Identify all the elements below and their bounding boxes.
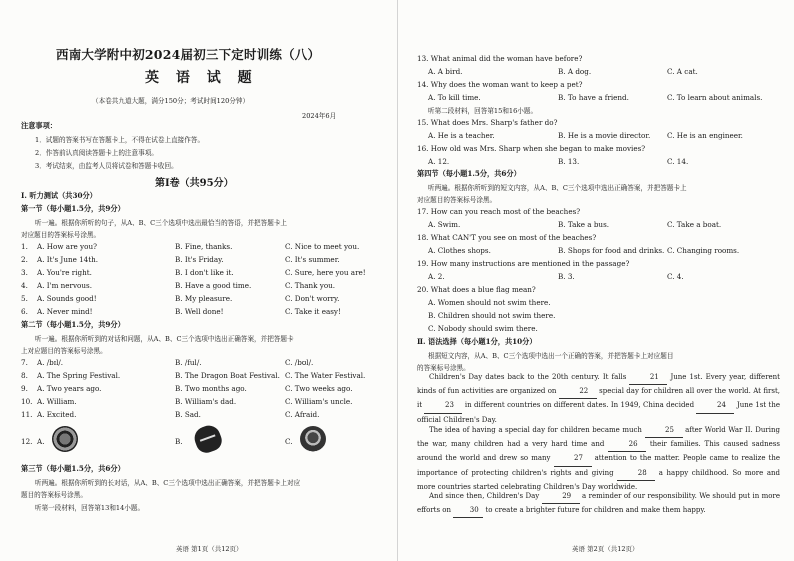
- option-b: B. 13.: [558, 157, 580, 166]
- blank-26: 26: [608, 438, 646, 452]
- option-c: C. It's summer.: [285, 255, 340, 264]
- option-b: B. William's dad.: [175, 397, 237, 406]
- option-b: B. Well done!: [175, 307, 224, 316]
- blank-21: 21: [629, 371, 667, 385]
- option-b: B. /ful/.: [175, 358, 202, 367]
- option-b: B. The Dragon Boat Festival.: [175, 371, 280, 380]
- sec3-instruction-cont: 题目的答案标号涂黑。: [21, 491, 87, 499]
- sec2-instruction: 听一遍。根据你所听到的对话和问题，从A、B、C三个选项中选出正确答案，并把答题卡: [35, 335, 294, 343]
- option-c: C. To learn about animals.: [667, 93, 763, 102]
- sec4-instruction: 听两遍。根据你所听到的短文内容，从A、B、C三个选项中选出正确答案，并把答题卡上: [428, 184, 687, 192]
- option-b: B. My pleasure.: [175, 294, 233, 303]
- blank-29: 29: [542, 490, 580, 504]
- option-a: A. Excited.: [37, 410, 77, 419]
- blank-30: 30: [453, 504, 483, 518]
- option-b: B. Have a good time.: [175, 281, 252, 290]
- option-a: A. The Spring Festival.: [37, 371, 121, 380]
- option-b: B. Two months ago.: [175, 384, 247, 393]
- option-b: B. To have a friend.: [558, 93, 629, 102]
- option-a: A. Two years ago.: [37, 384, 102, 393]
- page-footer: 英语 第1页（共12页）: [176, 545, 243, 553]
- option-a: A. /bɪl/.: [37, 358, 64, 367]
- option-a: A. It's June 14th.: [37, 255, 99, 264]
- option-b: B. Sad.: [175, 410, 201, 419]
- option-c: C. The Water Festival.: [285, 371, 366, 380]
- option-b-label: B.: [175, 437, 183, 446]
- option-c: C. A cat.: [667, 67, 698, 76]
- hotpot-bowl-image: [300, 426, 326, 452]
- sec4-heading: 第四节（每小题1.5分，共6分）: [417, 169, 521, 178]
- part2-instruction: 根据短文内容，从A、B、C三个选项中选出一个正确的答案，并把答题卡上对应题目: [428, 352, 674, 360]
- note-2: 2．作答前认真阅读答题卡上的注意事项。: [35, 149, 158, 157]
- option-b: B. He is a movie director.: [558, 131, 651, 140]
- sec2-heading: 第二节（每小题1.5分，共9分）: [21, 320, 125, 329]
- school-title: 西南大学附中初2024届初三下定时训练（八）: [56, 47, 321, 62]
- option-c: C. Nobody should swim there.: [428, 324, 538, 333]
- exam-info: （本卷共九道大题，满分150分；考试时间120分钟）: [92, 97, 250, 105]
- option-b: B. Shops for food and drinks.: [558, 246, 665, 255]
- sec4-instruction-cont: 对应题目的答案标号涂黑。: [417, 196, 497, 204]
- part2-instruction-cont: 的答案标号涂黑。: [417, 364, 470, 372]
- zongzi-image: [191, 422, 224, 455]
- sec3-heading: 第三节（每小题1.5分，共6分）: [21, 464, 125, 473]
- option-a-label: A.: [37, 437, 45, 446]
- option-a: A. To kill time.: [428, 93, 481, 102]
- note-3: 3．考试结束，由监考人员将试卷和答题卡收回。: [35, 162, 178, 170]
- option-a: A. Never mind!: [37, 307, 93, 316]
- option-a: A. William.: [37, 397, 77, 406]
- option-a: A. 12.: [428, 157, 450, 166]
- blank-25: 25: [645, 424, 683, 438]
- sec1-instruction: 听一遍。根据你所听的句子，从A、B、C三个选项中选出最恰当的答语，并把答题卡上: [35, 219, 288, 227]
- option-c: C. 4.: [667, 272, 684, 281]
- exam-page-1: 西南大学附中初2024届初三下定时训练（八） 英 语 试 题 （本卷共九道大题，满分150分；考试时间120分钟） 2024年6月 注意事项： 1．试题的答案书写在答题卡上，不得在试卷上直接作答。 2．作答前认真阅读答题卡上的注意事项。 3．考试结束，由监考人员将试卷和答题卡收回。 第Ⅰ卷（共95分） Ⅰ. 听力测试（共30分） 第一节（每小题1.5分，共9分） 听一遍。根据你所听的句子，从A、B、C三个选项中选出最恰当的答语，并把答题卡上 对应题目的答案标号涂黑。 1. A. How are you? B. Fine, thanks. C. Nice to meet you. 2. A. It's June 14th. B. It's Friday. C. It's summer. 3. A. You're right. B. I don't like it. C. Sure, here you are! 4. A. I'm nervous. B. Have a good time. C. Thank you. 5. A. Sounds good! B. My pleasure. C. Don't worry. 6. A. Never mind! B. Well done! C. Take it easy! 第二节（每小题1.5分，共9分） 听一遍。根据你所听到的对话和问题，从A、B、C三个选项中选出正确答案，并把答题卡 上对应题目的答案标号涂黑。 7. A. /bɪl/. B. /ful/. C. /bʊl/. 8. A. The Spring Festival. B. The Dragon Boat Festival. C. The Water Festival. 9. A. Two years ago. B. Two months ago. C. Two weeks ago. 10. A. William. B. William's dad. C. William's uncle. 11. A. Excited. B. Sad. C. Afraid. 12. A. B. C. 第三节（每小题1.5分，共6分） 听两遍。根据你所听到的长对话，从A、B、C三个选项中选出正确答案，并把答题卡上对应 题目的答案标号涂黑。 听第一段材料，回答第13和14小题。 英语 第1页（共12页）: [0, 0, 397, 561]
- option-c: C. /bʊl/.: [285, 358, 314, 367]
- option-c: C. 14.: [667, 157, 689, 166]
- option-c: C. Take it easy!: [285, 307, 341, 316]
- page-footer: 英语 第2页（共12页）: [572, 545, 639, 553]
- passage-paragraph-3: And since then, Children's Day 29 a reminder of our responsibility. We should put in more efforts on 30 to create a brighter future for children and make them happy.: [417, 490, 780, 518]
- option-a: A. You're right.: [37, 268, 92, 277]
- noodle-bowl-image: [52, 426, 78, 452]
- option-c: C. Sure, here you are!: [285, 268, 366, 277]
- part1-heading: Ⅰ. 听力测试（共30分）: [21, 191, 97, 200]
- blank-27: 27: [554, 452, 592, 466]
- option-b: B. A dog.: [558, 67, 592, 76]
- option-a: A. A bird.: [428, 67, 463, 76]
- part2-heading: Ⅱ. 语法选择（每小题1分，共10分）: [417, 337, 537, 346]
- sec3-note-2: 听第二段材料，回答第15和16小题。: [428, 107, 538, 115]
- subject-title: 英 语 试 题: [145, 70, 258, 86]
- option-c: C. Two weeks ago.: [285, 384, 353, 393]
- blank-24: 24: [696, 399, 734, 413]
- option-b: B. Take a bus.: [558, 220, 610, 229]
- option-c: C. Changing rooms.: [667, 246, 740, 255]
- sec3-instruction: 听两遍。根据你所听到的长对话，从A、B、C三个选项中选出正确答案，并把答题卡上对应: [35, 479, 301, 487]
- option-a: A. He is a teacher.: [428, 131, 495, 140]
- blank-28: 28: [617, 467, 655, 481]
- exam-date: 2024年6月: [302, 112, 337, 120]
- notes-heading: 注意事项：: [21, 121, 57, 130]
- option-a: A. How are you?: [37, 242, 97, 251]
- sec2-instruction-cont: 上对应题目的答案标号涂黑。: [21, 347, 107, 355]
- sec1-heading: 第一节（每小题1.5分，共9分）: [21, 204, 125, 213]
- option-c: C. Nice to meet you.: [285, 242, 360, 251]
- blank-23: 23: [424, 399, 462, 413]
- exam-page-2: 13. What animal did the woman have before? A. A bird. B. A dog. C. A cat. 14. Why does the woman want to keep a pet? A. To kill time. B. To have a friend. C. To learn about animals. 听第二段材料，回答第15和16小题。 15. What does Mrs. Sharp's father do? A. He is a teacher. B. He is a movie director. C. He is an engineer. 16. How old was Mrs. Sharp when she began to make movies? A. 12. B. 13. C. 14. 第四节（每小题1.5分，共6分） 听两遍。根据你所听到的短文内容，从A、B、C三个选项中选出正确答案，并把答题卡上 对应题目的答案标号涂黑。 17. How can you reach most of the beaches? A. Swim. B. Take a bus. C. Take a boat. 18. What CAN'T you see on most of the beaches? A. Clothes shops. B. Shops for food and drinks. C. Changing rooms. 19. How many instructions are mentioned in the passage? A. 2. B. 3. C. 4. 20. What does a blue flag mean? A. Women should not swim there. B. Children should not swim there. C. Nobody should swim there. Ⅱ. 语法选择（每小题1分，共10分） 根据短文内容，从A、B、C三个选项中选出一个正确的答案，并把答题卡上对应题目 的答案标号涂黑。 Children's Day dates back to the 20th century. It falls 21 June 1st. Every year, different kinds of fun activities are organized on 22 special day for children all over the world. At first, it 23 in different countries on different dates. In 1949, China decided 24 June 1st the official Children's Day. The idea of having a special day for children became much 25 after World War II. During the war, many children had a very hard time and 26 their families. This caused sadness around the world and drew so many 27 attention to the matter. People came to realize the importance of protecting children's rights and giving 28 a happy childhood. So more and more countries started celebrating Children's Day worldwide. And since then, Children's Day 29 a reminder of our responsibility. We should put in more efforts on 30 to create a brighter future for children and make them happy. 英语 第2页（共12页）: [397, 0, 794, 561]
- volume-heading: 第Ⅰ卷（共95分）: [155, 178, 234, 189]
- option-b: B. Children should not swim there.: [428, 311, 556, 320]
- option-c: C. William's uncle.: [285, 397, 353, 406]
- option-b: B. It's Friday.: [175, 255, 224, 264]
- passage-paragraph-1: Children's Day dates back to the 20th century. It falls 21 June 1st. Every year, different kinds of fun activities are organized on 22 special day for children all over the world. At first, it 23 in different countries on different dates. In 1949, China decided 24 June 1st the official Children's Day.: [417, 373, 781, 424]
- option-b: B. 3.: [558, 272, 575, 281]
- option-a: A. I'm nervous.: [37, 281, 92, 290]
- option-c: C. Afraid.: [285, 410, 320, 419]
- option-c: C. Take a boat.: [667, 220, 722, 229]
- option-c-label: C.: [285, 437, 293, 446]
- option-b: B. I don't like it.: [175, 268, 234, 277]
- note-1: 1．试题的答案书写在答题卡上，不得在试卷上直接作答。: [35, 136, 205, 144]
- option-c: C. Thank you.: [285, 281, 336, 290]
- sec1-instruction-cont: 对应题目的答案标号涂黑。: [21, 231, 101, 239]
- option-a: A. Women should not swim there.: [428, 298, 551, 307]
- option-a: A. Clothes shops.: [428, 246, 491, 255]
- blank-22: 22: [559, 385, 597, 399]
- option-c: C. He is an engineer.: [667, 131, 743, 140]
- option-c: C. Don't worry.: [285, 294, 340, 303]
- option-a: A. 2.: [428, 272, 445, 281]
- passage-paragraph-2: The idea of having a special day for children became much 25 after World War II. During the war, many children had a very hard time and 26 their families. This caused sadness around the world and drew so many 27 attention to the matter. People came to realize the importance of protecting children's rights and giving 28 a happy childhood. So more and more countries started celebrating Children's Day worldwide.: [417, 426, 781, 491]
- option-a: A. Sounds good!: [37, 294, 97, 303]
- option-a: A. Swim.: [428, 220, 461, 229]
- option-b: B. Fine, thanks.: [175, 242, 233, 251]
- sec3-note: 听第一段材料，回答第13和14小题。: [35, 504, 145, 512]
